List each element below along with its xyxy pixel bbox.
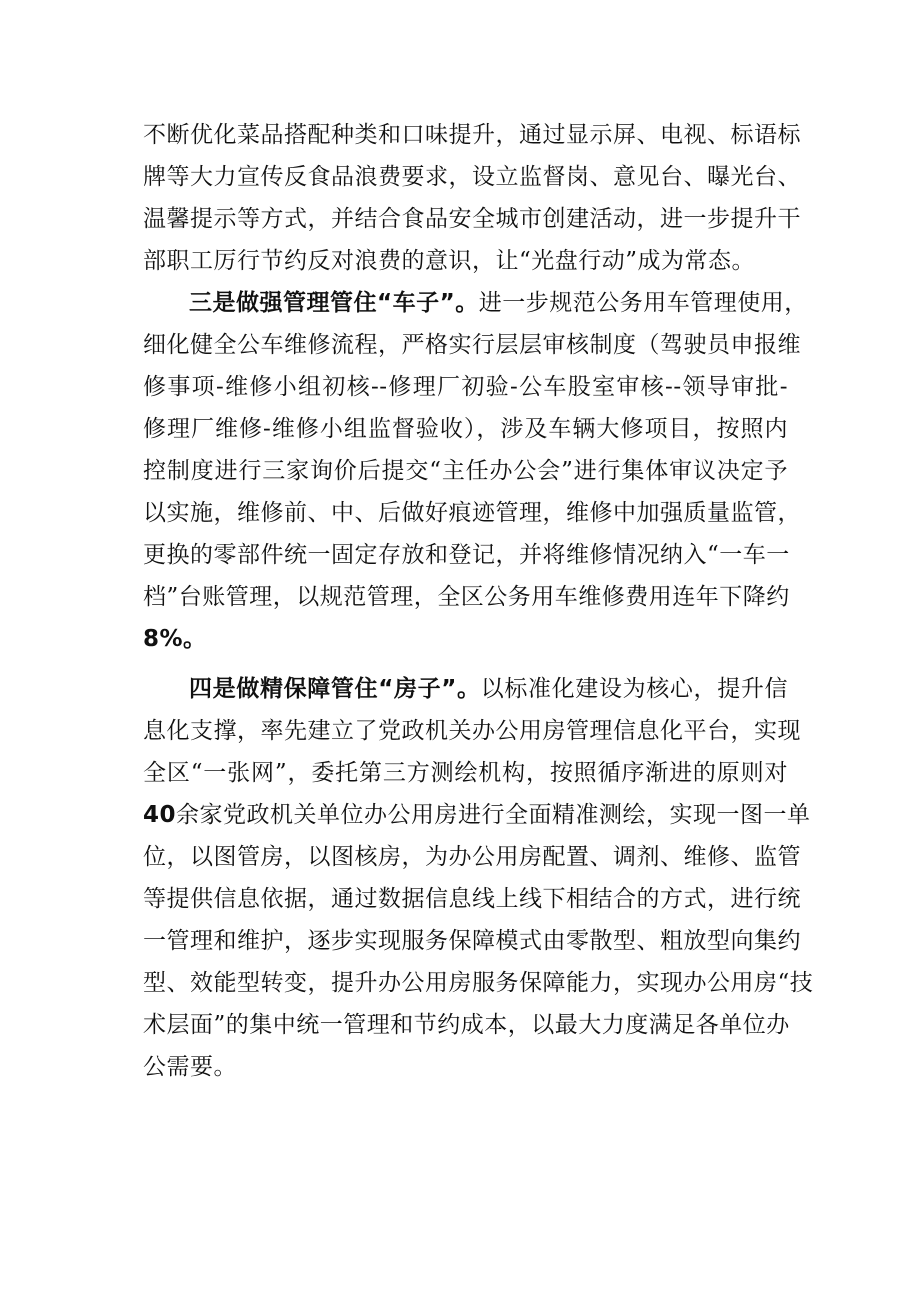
section-heading-cars: 三是做强管理管住“车子”。 [189, 290, 479, 316]
text-line: 档”台账管理，以规范管理，全区公务用车维修费用连年下降约 [143, 584, 790, 610]
paragraph-2 [143, 282, 808, 660]
text-line: 全区“一张网”，委托第三方测绘机构，按照循序渐进的原则对 [143, 760, 788, 786]
section-heading-houses: 四是做精保障管住“房子”。 [189, 676, 481, 702]
text-line: 温馨提示等方式，并结合食品安全城市创建活动，进一步提升干 [143, 206, 801, 232]
text-line: 8%。 [143, 626, 207, 652]
text-line [143, 668, 788, 710]
text-line: 型、效能型转变，提升办公用房服务保障能力，实现办公用房“技 [143, 970, 814, 996]
text-line: 修事项-维修小组初核--修理厂初验-公车股室审核--领导审批- [143, 374, 788, 400]
body-text [143, 114, 814, 1088]
text-line: 牌等大力宣传反食品浪费要求，设立监督岗、意见台、曝光台、 [143, 164, 801, 190]
text-line: 部职工厉行节约反对浪费的意识，让“光盘行动”成为常态。 [143, 248, 756, 274]
unit-count-number: 40 [143, 802, 177, 828]
text-line [143, 282, 808, 324]
text-line: 控制度进行三家询价后提交“主任办公会”进行集体审议决定予 [143, 458, 788, 484]
text-line: 以实施，维修前、中、后做好痕迹管理，维修中加强质量监管， [143, 500, 801, 526]
text-line: 息化支撑，率先建立了党政机关办公用房管理信息化平台，实现 [143, 718, 801, 744]
text-run: 余家党政机关单位办公用房进行全面精准测绘，实现一图一单 [176, 802, 811, 828]
text-line: 公需要。 [143, 1054, 237, 1080]
text-line: 术层面”的集中统一管理和节约成本，以最大力度满足各单位办 [143, 1012, 790, 1038]
text-line: 不断优化菜品搭配种类和口味提升，通过显示屏、电视、标语标 [143, 122, 801, 148]
text-line: 等提供信息依据，通过数据信息线上线下相结合的方式，进行统 [143, 886, 801, 912]
text-line: 一管理和维护，逐步实现服务保障模式由零散型、粗放型向集约 [143, 928, 801, 954]
text-line [143, 794, 811, 836]
text-line: 位，以图管房，以图核房，为办公用房配置、调剂、维修、监管 [143, 844, 801, 870]
paragraph-spacer [143, 660, 788, 668]
paragraph-3 [143, 668, 814, 1088]
text-run: 进一步规范公务用车管理使用， [478, 290, 808, 316]
text-line: 修理厂维修-维修小组监督验收），涉及车辆大修项目，按照内 [143, 416, 788, 442]
text-run: 以标准化建设为核心，提升信 [480, 676, 789, 702]
paragraph-1 [143, 114, 801, 282]
text-line: 细化健全公车维修流程，严格实行层层审核制度（驾驶员申报维 [143, 332, 801, 358]
text-line: 更换的零部件统一固定存放和登记，并将维修情况纳入“一车一 [143, 542, 790, 568]
